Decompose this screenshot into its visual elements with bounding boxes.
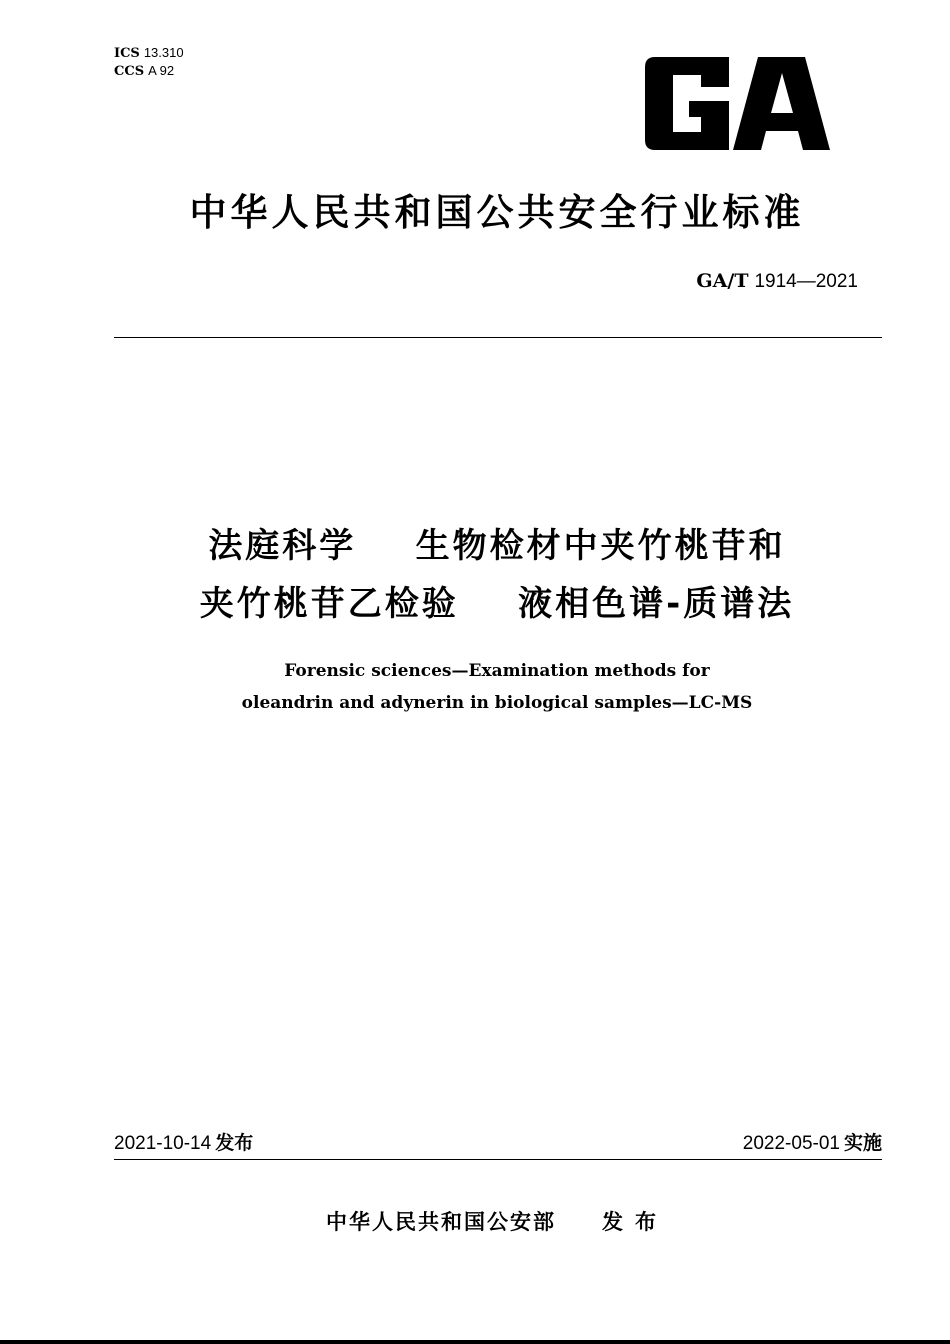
ga-logo [645,57,830,150]
issue-date [114,1128,253,1155]
implementation-date-value: 2022-05-01 [742,1133,840,1154]
ics-label: ICS [114,46,140,61]
ics-line [114,44,184,62]
standard-number-value: 1914—2021 [754,271,858,292]
publisher-action: 发布 [602,1210,668,1234]
header-divider [114,337,882,338]
issue-word: 发布 [215,1132,254,1154]
publisher-name: 中华人民共和国公安部 [326,1210,556,1234]
page-bottom-edge [0,1340,950,1344]
chinese-title-line-2: 夹竹桃苷乙检验 液相色谱-质谱法 [199,584,795,624]
implementation-word: 实施 [843,1132,882,1154]
publisher-line [0,1206,950,1236]
standard-number [696,270,858,293]
ccs-label: CCS [114,64,145,79]
implementation-date [743,1128,882,1155]
issue-date-value: 2021-10-14 [114,1133,212,1154]
ga-logo-g [645,57,729,150]
standard-number-prefix: GA/T [696,270,749,292]
ics-value: 13.310 [143,45,184,60]
classification-codes [114,44,184,80]
ccs-value: A 92 [148,63,175,78]
english-title-line-2: oleandrin and adynerin in biological samples—LC-MS [241,693,753,713]
standard-category-title: 中华人民共和国公共安全行业标准 [189,191,805,234]
ccs-line [114,62,184,80]
chinese-title-line-1: 法庭科学 生物检材中夹竹桃苷和 [208,526,786,566]
english-title-line-1: Forensic sciences—Examination methods for [284,661,710,681]
ga-logo-a [733,57,830,150]
footer-divider [114,1159,882,1160]
